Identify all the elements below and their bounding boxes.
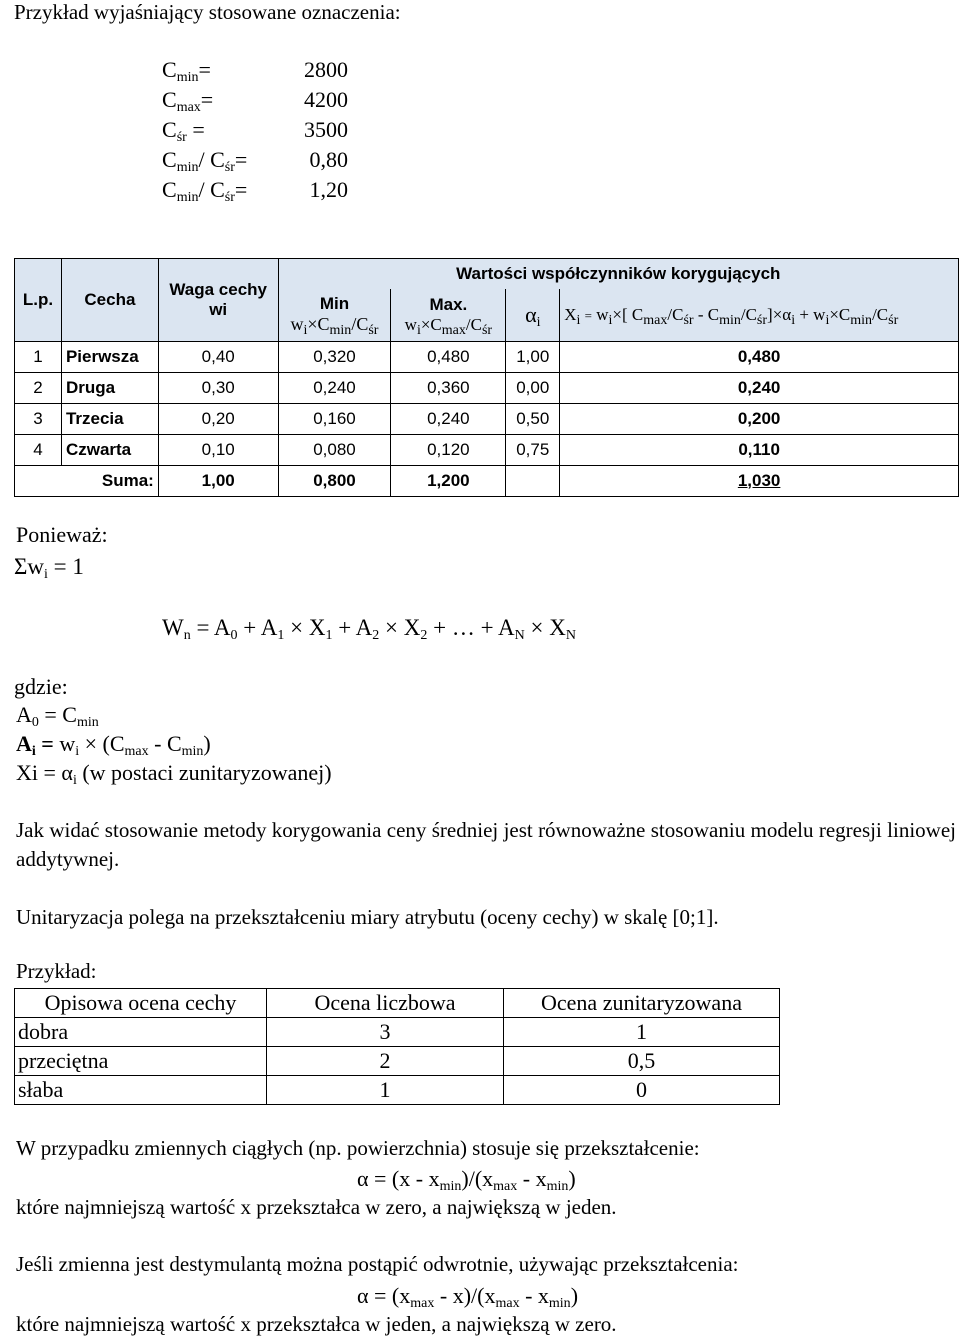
przyklad-label: Przykład: bbox=[16, 959, 97, 983]
def-cmin: $C_{min}=$ 2800 bbox=[162, 57, 348, 85]
def-ratio-2: $C_{min}/$ $C_{śr}=$ 1,20 bbox=[162, 177, 348, 205]
header-cecha: Cecha bbox=[61, 259, 158, 342]
table-row: słaba 1 0 bbox=[15, 1076, 780, 1105]
table-sum-row: Suma: 1,00 0,800 1,200 1,030 bbox=[15, 465, 959, 496]
paragraph-continuous: W przypadku zmiennych ciągłych (np. powierzchnia) stosuje się przekształcenie: bbox=[16, 1136, 700, 1160]
table-row: przeciętna 2 0,5 bbox=[15, 1047, 780, 1076]
intro-text: Przykład wyjaśniający stosowane oznaczenia: bbox=[14, 0, 401, 24]
alpha-formula-2: $\alpha = (x_{max} - x)/(x_{max} - x_{min})$ bbox=[357, 1283, 579, 1311]
paragraph-unitaryzacja: Unitaryzacja polega na przekształceniu miary atrybutu (oceny cechy) w skalę [0;1]. bbox=[16, 905, 719, 929]
table-row: 3 Trzecia 0,20 0,160 0,240 0,50 0,200 bbox=[15, 403, 959, 434]
definitions bbox=[162, 55, 348, 205]
table-row: 4 Czwarta 0,10 0,080 0,120 0,75 0,110 bbox=[15, 434, 959, 465]
header-alpha: $\alpha_i$ bbox=[506, 289, 560, 341]
wn-formula: $W_n = A_0 + A_1 \times X_1 + A_2 \times X_2$ + … + $A_N \times X_N$ bbox=[162, 615, 576, 643]
paragraph-zero-one: które najmniejszą wartość x przekształca w zero, a największą w jeden. bbox=[16, 1195, 617, 1219]
header-formula: $X_i = w_i\times$[ $C_{max}/C_{śr} - C_{min}/C_{śr}]\times\alpha_i + w_i\times C_{min}/C_{śr}$ bbox=[560, 289, 959, 341]
sum-weights-formula: $\Sigma w_i = 1$ bbox=[14, 554, 84, 582]
header-lp: L.p. bbox=[15, 259, 62, 342]
def-csr: $C_{śr}$ = 3500 bbox=[162, 117, 348, 145]
header-group: Wartości współczynników korygujących bbox=[278, 259, 958, 290]
paragraph-regression: Jak widać stosowanie metody korygowania ceny średniej jest równoważne stosowaniu modelu regresji liniowej addytywnej. bbox=[16, 818, 956, 871]
poniewaz-label: Ponieważ: bbox=[16, 522, 108, 547]
header-min: Min $w_i\times C_{min}/C_{śr}$ bbox=[278, 289, 391, 341]
paragraph-destimulant: Jeśli zmienna jest destymulantą można postąpić odwrotnie, używając przekształcenia: bbox=[16, 1252, 739, 1276]
paragraph-one-zero: które najmniejszą wartość x przekształca w jeden, a największą w zero. bbox=[16, 1312, 617, 1336]
correction-table bbox=[14, 258, 959, 497]
header-max: Max. $w_i\times C_{max}/C_{śr}$ bbox=[391, 289, 506, 341]
table-row: 1 Pierwsza 0,40 0,320 0,480 1,00 0,480 bbox=[15, 341, 959, 372]
header-waga: Waga cechy wi bbox=[158, 259, 278, 342]
def-cmax: $C_{max}=$ 4200 bbox=[162, 87, 348, 115]
a0-formula: $A_0 = C_{min}$ bbox=[16, 702, 99, 730]
table-row: dobra 3 1 bbox=[15, 1018, 780, 1047]
alpha-formula-1: $\alpha = (x - x_{min})/(x_{max} - x_{min})$ bbox=[357, 1166, 576, 1194]
def-ratio-1: $C_{min}/$ $C_{śr}=$ 0,80 bbox=[162, 147, 348, 175]
ai-formula: $A_i = w_i \times (C_{max} - C_{min})$ bbox=[16, 731, 211, 759]
table-row: 2 Druga 0,30 0,240 0,360 0,00 0,240 bbox=[15, 372, 959, 403]
table-header-row: Opisowa ocena cechy Ocena liczbowa Ocena zunitaryzowana bbox=[15, 989, 780, 1018]
rating-table bbox=[14, 988, 780, 1105]
xi-formula: $Xi = \alpha_i$ (w postaci zunitaryzowanej) bbox=[16, 760, 332, 788]
gdzie-label: gdzie: bbox=[14, 674, 68, 699]
